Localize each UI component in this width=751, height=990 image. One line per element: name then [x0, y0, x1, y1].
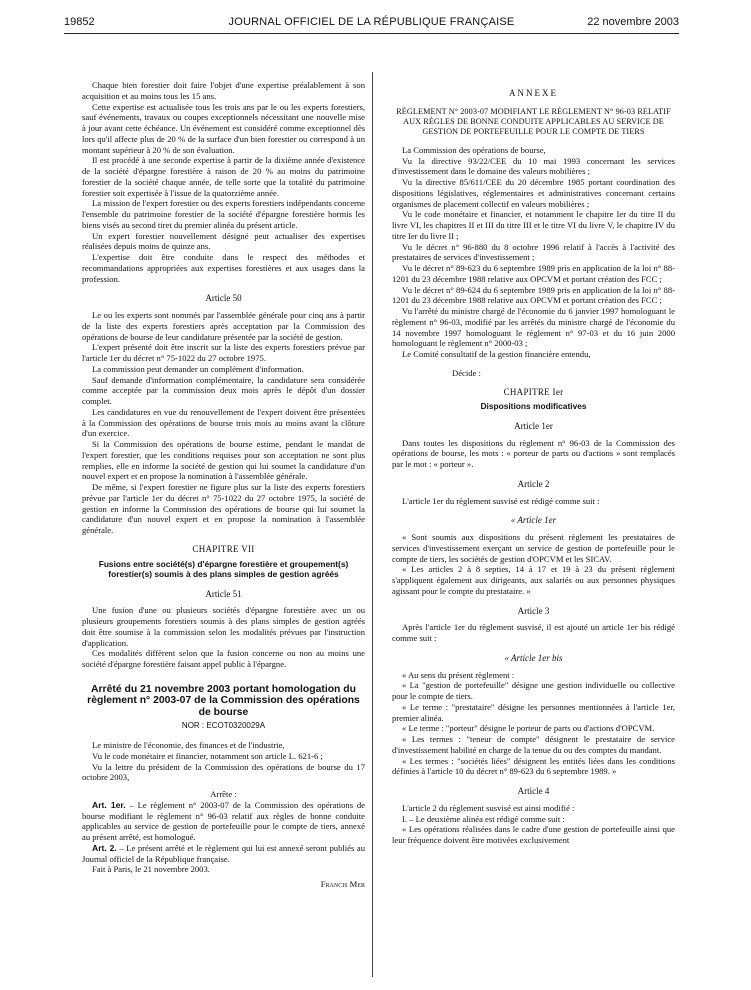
right-column: [392, 88, 675, 846]
paragraph: « La "gestion de portefeuille" désigne une gestion individuelle ou collective pour le compte de tiers.: [392, 680, 675, 701]
paragraph: Vu le décret n° 89-623 du 6 septembre 1989 pris en application de la loi n° 88-1201 du 23 décembre 1988 relative aux OPCVM et portant création des FCC ;: [392, 263, 675, 284]
article-heading: Article 50: [205, 293, 242, 304]
article-heading: Article 3: [517, 605, 550, 616]
paragraph: « Les termes : "teneur de compte" désignent le prestataire de service d'investissement habilité en charge de la tenue du ou des comptes du mandant.: [392, 734, 675, 755]
paragraph: « Au sens du présent règlement :: [402, 669, 515, 680]
page-number: 19852: [64, 16, 95, 28]
paragraph: Vu la directive 85/611/CEE du 20 décembre 1985 portant coordination des dispositions législatives, réglementaires et administratives concernant certains organismes de placement collectif en valeurs mobilières ;: [392, 177, 675, 209]
journal-title: JOURNAL OFFICIEL DE LA RÉPUBLIQUE FRANÇAISE: [228, 16, 515, 28]
article-heading: Article 51: [205, 588, 242, 599]
signature: Francis Mer: [320, 879, 365, 889]
quoted-article-heading: « Article 1er bis: [504, 652, 563, 663]
paragraph: La commission peut demander un complément d'information.: [92, 363, 304, 374]
arrete-word: Arrête :: [210, 789, 237, 799]
paragraph: L'expertise doit être conduite dans le respect des méthodes et recommandations appropriées aux expertises forestières et aux usages dans la profession.: [82, 252, 365, 284]
paragraph: Un expert forestier nouvellement désigné peut actualiser des expertises réalisées depuis moins de quinze ans.: [82, 230, 365, 252]
paragraph: Sauf demande d'information complémentaire, la candidature sera considérée comme acceptée par la commission deux mois après le dépôt d'un dossier complet.: [82, 374, 365, 406]
publication-date: 22 novembre 2003: [587, 16, 679, 28]
article-label: Art. 2.: [92, 842, 117, 853]
arrete-title: Arrêté du 21 novembre 2003 portant homologation du règlement n° 2003-07 de la Commission des opérations de bourse: [87, 683, 360, 718]
paragraph: Dans toutes les dispositions du règlement n° 96-03 de la Commission des opérations de bourse, les mots : « porteur de parts ou d'actions » sont remplacés par le mot : « porteur ».: [392, 437, 675, 469]
paragraph: Ces modalités diffèrent selon que la fusion concerne ou non au moins une société d'épargne forestière faisant appel public à l'épargne.: [82, 648, 365, 669]
article-heading: Article 1er: [514, 420, 553, 431]
paragraph: Une fusion d'une ou plusieurs sociétés d'épargne forestière avec un ou plusieurs groupements forestiers soumis à des plans simples de gestion agréés doit être soumise à la commission selon les modalités prévues par l'instruction d'application.: [82, 605, 365, 648]
article-heading: Article 4: [517, 786, 550, 796]
header-rule: [64, 33, 679, 34]
paragraph: Il est procédé à une seconde expertise à partir de la dixième année d'existence de la société d'épargne forestière à raison de 20 % au moins du patrimoine forestier de la société chaque année, de telle sorte que la totalité du patrimoine forestier soit expertisée à l'issue de la quatorzième année.: [82, 155, 365, 198]
paragraph: L'article 1er du règlement susvisé est rédigé comme suit :: [402, 495, 600, 506]
paragraph: Le ministre de l'économie, des finances et de l'industrie,: [92, 740, 285, 750]
article-paragraph: [82, 800, 365, 843]
paragraph: « Les articles 2 à 8 septies, 14 à 17 et 19 à 23 du présent règlement s'appliquent également aux dirigeants, aux salariés ou aux personnes physiques agissant pour le compte du prestataire. »: [392, 564, 675, 596]
paragraph: Fait à Paris, le 21 novembre 2003.: [92, 864, 210, 875]
paragraph: Vu l'arrêté du ministre chargé de l'économie du 6 janvier 1997 homologuant le règlement n° 96-03, modifié par les arrêtés du ministre chargé de l'économie du 14 novembre 1997 homologuant le règlement n° 97-03 et du 16 juin 2000 homologuant le règlement n° 2000-03 ;: [392, 306, 675, 349]
chapter-heading: CHAPITRE Ier: [503, 386, 564, 397]
paragraph: Vu le décret n° 96-880 du 8 octobre 1996 relatif à l'accès à l'activité des prestataires de services d'investissement ;: [392, 241, 675, 263]
reglement-title: RÈGLEMENT N° 2003-07 MODIFIANT LE RÈGLEMENT N° 96-03 RELATIF AUX RÈGLES DE BONNE CONDUITE APPLICABLES AU SERVICE DE GESTION DE PORTEFEUILLE POUR LE COMPTE DE TIERS: [396, 106, 671, 136]
article-heading: Article 2: [517, 478, 550, 489]
paragraph: De même, si l'expert forestier ne figure plus sur la liste des experts forestiers prévue par l'article 1er du décret n° 75-1022 du 27 octobre 1975, la société de gestion en informe la Commission des opérations de bourse qui lui soumet la candidature d'un nouvel expert et en propose la nomination à l'assemblée générale.: [82, 482, 365, 535]
paragraph: L'expert présenté doit être inscrit sur la liste des experts forestiers prévue par l'article 1er du décret n° 75-1022 du 27 octobre 1975.: [82, 342, 365, 363]
nor-reference: NOR : ECOT0320029A: [181, 721, 266, 731]
paragraph: Si la Commission des opérations de bourse estime, pendant le mandat de l'expert forestier, que les conditions requises pour son acceptation ne sont plus remplies, elle en informe la société de gestion qui lui soumet la candidature d'un nouvel expert et en propose la nomination à l'assemblée générale.: [82, 439, 365, 482]
paragraph: Le ou les experts sont nommés par l'assemblée générale pour cinq ans à partir de la liste des experts forestiers après acceptation par la Commission des opérations de bourse de leur candidature présentée par la société de gestion.: [82, 310, 365, 342]
left-column: [82, 80, 365, 890]
paragraph: Vu le décret n° 89-624 du 6 septembre 1989 pris en application de la loi n° 88-1201 du 23 décembre 1988 relative aux OPCVM et portant création des FCC ;: [392, 284, 675, 306]
paragraph: L'article 2 du règlement susvisé est ainsi modifié :: [402, 802, 575, 813]
decide-word: Décide :: [452, 367, 481, 378]
paragraph: La mission de l'expert forestier ou des experts forestiers indépendants concerne l'ensemble du patrimoine forestier de la société d'épargne forestière hormis les biens visés au second tiret du premier alinéa du présent article.: [82, 198, 365, 230]
paragraph: Vu la lettre du président de la Commission des opérations de bourse du 17 octobre 2003,: [82, 761, 365, 783]
paragraph: Vu le code monétaire et financier, notamment son article L. 621-6 ;: [92, 750, 323, 761]
paragraph: Chaque bien forestier doit faire l'objet d'une expertise préalablement à son acquisition et au moins tous les 15 ans.: [82, 80, 365, 101]
article-label: Art. 1er.: [92, 799, 126, 810]
paragraph: Le Comité consultatif de la gestion financière entendu,: [402, 349, 591, 359]
paragraph: Vu le code monétaire et financier, et notamment le chapitre Ier du titre II du livre VI, les chapitres II et III du titre III et le titre VI du livre V, le chapitre IV du titre Ier du livre II ;: [392, 209, 675, 241]
annexe-heading: ANNEXE: [509, 88, 558, 98]
quoted-article-heading: « Article 1er: [510, 515, 557, 526]
paragraph: I. – Le deuxième alinéa est rédigé comme suit :: [402, 813, 565, 824]
paragraph: « Sont soumis aux dispositions du présent règlement les prestataires de services d'investissement exerçant un service de gestion de portefeuille pour le compte de tiers, les sociétés de gestion d'OPCVM et les SICAV.: [392, 532, 675, 564]
paragraph: « Les opérations réalisées dans le cadre d'une gestion de portefeuille ainsi que leur fréquence doivent être motivées exclusivement: [392, 824, 675, 845]
article-text: – Le règlement n° 2003-07 de la Commission des opérations de bourse modifiant le règlement n° 96-03 relatif aux règles de bonne conduite applicables au service de gestion de portefeuille pour le compte de tiers, annexé au présent arrêté, est homologué.: [82, 799, 365, 842]
paragraph: Vu la directive 93/22/CEE du 10 mai 1993 concernant les services d'investissement dans le domaine des valeurs mobilières ;: [392, 155, 675, 177]
paragraph: Cette expertise est actualisée tous les trois ans par le ou les experts forestiers, sauf événements, travaux ou coupes exceptionnels nécessitant une nouvelle mise à jour avant cette échéance. Un événement est considéré comme exceptionnel dès lors qu'il affecte plus de 20 % de la surface d'un bien forestier ou correspond à un montant supérieur à 20 % de son évaluation.: [82, 101, 365, 155]
article-paragraph: [82, 843, 365, 865]
paragraph: La Commission des opérations de bourse,: [402, 144, 546, 155]
chapter-title: Fusions entre société(s) d'épargne forestière et groupement(s) forestier(s) soumis à des plans simples de gestion agréés: [98, 558, 349, 579]
paragraph: Les candidatures en vue du renouvellement de l'expert doivent être présentées à la Commission des opérations de bourse trois mois au moins avant la clôture d'un exercice.: [82, 406, 365, 439]
paragraph: « Les termes : "sociétés liées" désignent les entités liées dans les conditions définies à l'article 10 du décret n° 89-623 du 6 septembre 1989. »: [392, 755, 675, 777]
paragraph: Après l'article 1er du règlement susvisé, il est ajouté un article 1er bis rédigé comme suit :: [392, 622, 675, 643]
column-divider: [372, 72, 373, 977]
chapter-heading: CHAPITRE VII: [192, 543, 255, 554]
article-text: – Le présent arrêté et le règlement qui lui est annexé seront publiés au Journal officiel de la République française.: [82, 842, 365, 864]
page-header: [64, 14, 679, 32]
paragraph: « Le terme : "porteur" désigne le porteur de parts ou d'actions d'OPCVM.: [402, 723, 655, 734]
chapter-title: Dispositions modificatives: [480, 401, 587, 412]
paragraph: « Le terme : "prestataire" désigne les personnes mentionnées à l'article 1er, premier alinéa.: [392, 701, 675, 723]
